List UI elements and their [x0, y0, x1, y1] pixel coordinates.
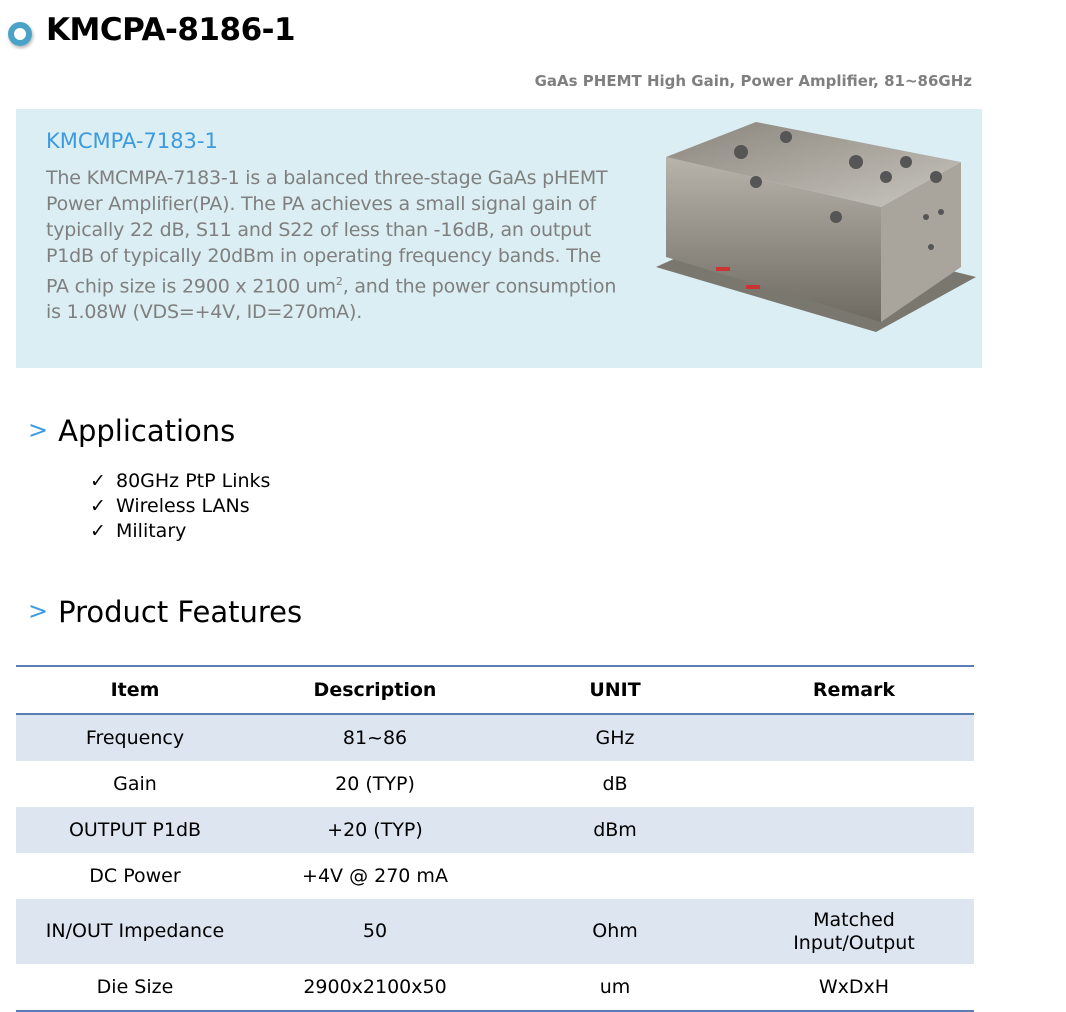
table-cell [734, 853, 974, 899]
table-cell: WxDxH [734, 964, 974, 1011]
applications-heading: > Applications [28, 414, 236, 448]
bullet-circle-icon [8, 22, 32, 46]
col-item: Item [16, 666, 254, 714]
check-icon: ✓ [90, 520, 106, 542]
table-header-row [16, 666, 974, 714]
check-icon: ✓ [90, 495, 106, 517]
col-unit: UNIT [496, 666, 734, 714]
table-row [16, 807, 974, 853]
info-heading: KMCMPA-7183-1 [46, 129, 218, 153]
table-cell: Frequency [16, 714, 254, 761]
table-cell: 2900x2100x50 [254, 964, 496, 1011]
features-table [16, 665, 974, 1012]
table-row [16, 899, 974, 964]
page-subtitle: GaAs PHEMT High Gain, Power Amplifier, 81~86GHz [534, 72, 972, 90]
table-cell: DC Power [89, 864, 181, 887]
table-cell: Die Size [16, 964, 254, 1011]
table-cell [496, 853, 734, 899]
table-cell: dB [602, 772, 628, 795]
info-description: The KMCMPA-7183-1 is a balanced three-stage GaAs pHEMT Power Amplifier(PA). The PA achieves a small signal gain of typically 22 dB, S11 and S22 of less than -16dB, an output P1dB of typically 20dBm in operating frequency bands. The PA chip size is 2900 x 2100 $um^2$, and the power consumption is 1.08W (VDS=+4V, ID=270mA). [46, 167, 617, 324]
table-cell [734, 714, 974, 761]
table-cell [734, 807, 974, 853]
col-description: Description [254, 666, 496, 714]
table-cell: 20 (TYP) [335, 772, 415, 795]
table-cell: +20 (TYP) [254, 807, 496, 853]
table-cell: 81~86 [254, 714, 496, 761]
table-cell: GHz [496, 714, 734, 761]
table-cell: Ohm [496, 899, 734, 964]
application-item: ✓ Military [90, 520, 187, 542]
table-cell: um [496, 964, 734, 1011]
table-cell: +4V @ 270 mA [302, 864, 448, 887]
table-row [16, 761, 974, 807]
table-cell: dBm [496, 807, 734, 853]
table-cell: 50 [254, 899, 496, 964]
product-info-box [16, 109, 982, 368]
table-row [16, 714, 974, 761]
page-title: KMCPA-8186-1 [46, 12, 296, 48]
check-icon: ✓ [90, 470, 106, 492]
table-row [16, 964, 974, 1011]
application-item: ✓ 80GHz PtP Links [90, 470, 271, 492]
product-photo [646, 117, 976, 357]
features-heading: > Product Features [28, 595, 303, 629]
table-row [16, 853, 974, 899]
table-cell: Gain [113, 772, 157, 795]
col-remark: Remark [734, 666, 974, 714]
table-cell: OUTPUT P1dB [16, 807, 254, 853]
table-cell: IN/OUT Impedance [16, 899, 254, 964]
table-cell: Matched Input/Output [734, 899, 974, 964]
table-cell [734, 761, 974, 807]
application-item: ✓ Wireless LANs [90, 495, 250, 517]
